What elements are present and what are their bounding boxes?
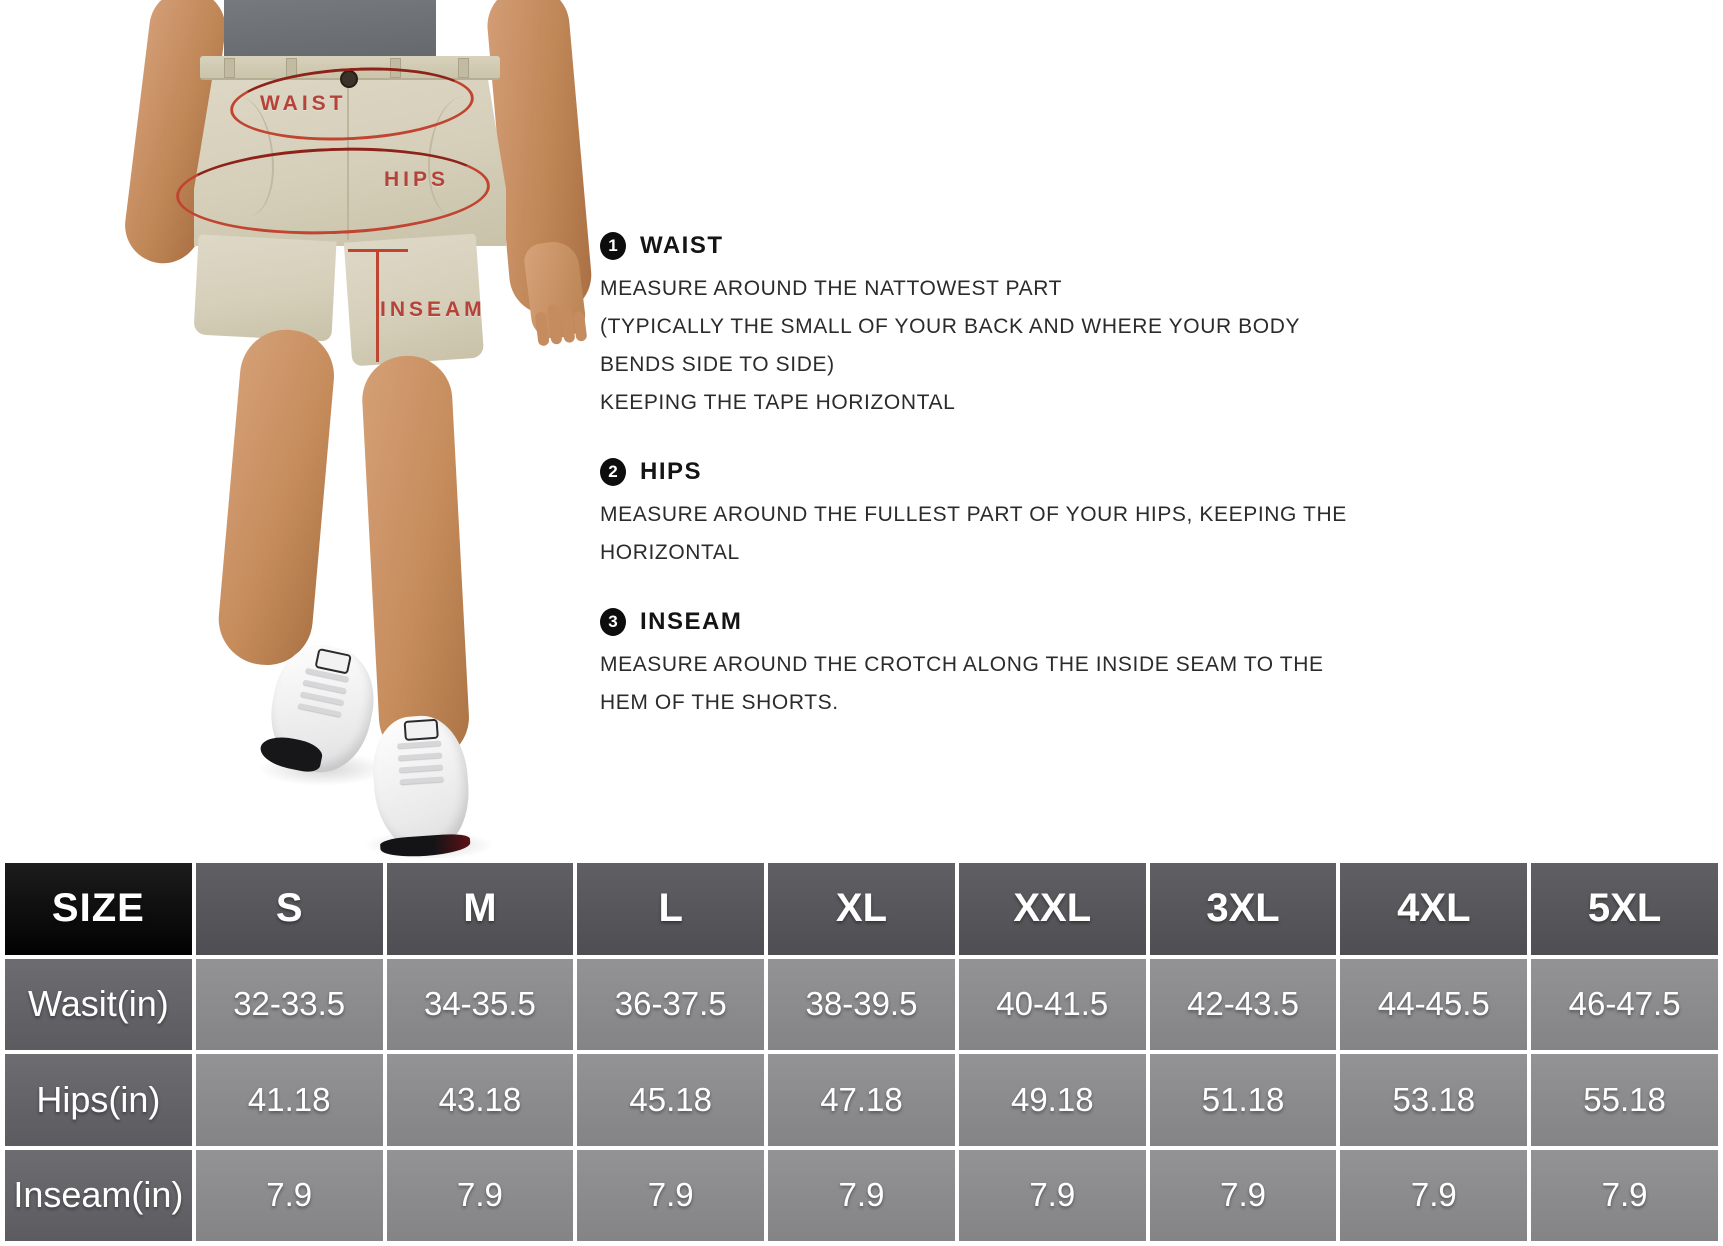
size-col-header-s: S	[196, 863, 383, 955]
inseam-value: 7.9	[959, 1150, 1146, 1242]
step-1-badge-icon: 1	[600, 232, 626, 260]
row-label-inseam: Inseam(in)	[5, 1150, 192, 1242]
instruction-section-hips	[600, 458, 1360, 572]
instruction-line: KEEPING THE TAPE HORIZONTAL	[600, 391, 956, 414]
hips-value: 51.18	[1150, 1054, 1337, 1146]
model-figure	[128, 0, 608, 858]
inseam-annotation-label: INSEAM	[380, 298, 486, 321]
hips-value: 49.18	[959, 1054, 1146, 1146]
section-body	[600, 496, 1360, 572]
section-body	[600, 646, 1360, 722]
instruction-line: MEASURE AROUND THE CROTCH ALONG THE INSIDE SEAM TO THE	[600, 653, 1324, 676]
row-label-waist: Wasit(in)	[5, 959, 192, 1051]
waist-value: 34-35.5	[387, 959, 574, 1051]
sneaker-lace	[400, 776, 444, 784]
waist-value: 42-43.5	[1150, 959, 1337, 1051]
section-title: WAIST	[640, 232, 724, 259]
section-title: INSEAM	[640, 608, 743, 635]
size-col-header-xl: XL	[768, 863, 955, 955]
waist-value: 40-41.5	[959, 959, 1146, 1051]
hips-value: 45.18	[577, 1054, 764, 1146]
instruction-line: (TYPICALLY THE SMALL OF YOUR BACK AND WHERE YOUR BODY	[600, 315, 1301, 338]
section-heading	[600, 232, 1360, 260]
inseam-value: 7.9	[1340, 1150, 1527, 1242]
instruction-section-inseam	[600, 608, 1360, 722]
inseam-value: 7.9	[196, 1150, 383, 1242]
sneaker-lace	[399, 764, 443, 772]
inseam-value: 7.9	[768, 1150, 955, 1242]
size-col-header-4xl: 4XL	[1340, 863, 1527, 955]
measuring-instructions	[600, 232, 1360, 758]
step-3-badge-icon: 3	[600, 608, 626, 636]
sneaker-lace	[300, 691, 344, 705]
size-col-header-l: L	[577, 863, 764, 955]
section-body	[600, 270, 1360, 422]
size-col-header-m: M	[387, 863, 574, 955]
hips-value: 43.18	[387, 1054, 574, 1146]
inseam-value: 7.9	[577, 1150, 764, 1242]
size-table-corner-header: SIZE	[5, 863, 192, 955]
hips-value: 53.18	[1340, 1054, 1527, 1146]
belt-loop	[458, 58, 469, 78]
sneaker-lace	[298, 703, 342, 717]
finger	[573, 311, 588, 342]
inseam-measure-line	[376, 252, 379, 362]
model-left-leg	[215, 326, 338, 669]
inseam-value: 7.9	[1150, 1150, 1337, 1242]
belt-loop	[224, 58, 235, 78]
waist-value: 32-33.5	[196, 959, 383, 1051]
instruction-line: HEM OF THE SHORTS.	[600, 691, 839, 714]
hips-value: 55.18	[1531, 1054, 1718, 1146]
size-col-header-3xl: 3XL	[1150, 863, 1337, 955]
waist-value: 38-39.5	[768, 959, 955, 1051]
sneaker-lace	[303, 680, 347, 694]
instruction-line: MEASURE AROUND THE FULLEST PART OF YOUR HIPS, KEEPING THE	[600, 503, 1347, 526]
instruction-line: MEASURE AROUND THE NATTOWEST PART	[600, 277, 1063, 300]
sneaker-lace	[397, 740, 441, 748]
section-heading	[600, 458, 1360, 486]
inseam-value: 7.9	[1531, 1150, 1718, 1242]
row-label-hips: Hips(in)	[5, 1054, 192, 1146]
sneaker-tongue	[404, 719, 439, 741]
waist-annotation-label: WAIST	[260, 92, 347, 115]
waist-value: 46-47.5	[1531, 959, 1718, 1051]
hips-annotation-label: HIPS	[384, 168, 450, 191]
section-title: HIPS	[640, 458, 703, 485]
waist-value: 36-37.5	[577, 959, 764, 1051]
finger	[560, 304, 576, 343]
size-table	[0, 858, 1723, 1246]
model-right-leg	[360, 354, 471, 764]
instruction-line: HORIZONTAL	[600, 541, 740, 564]
hips-value: 47.18	[768, 1054, 955, 1146]
size-col-header-5xl: 5XL	[1531, 863, 1718, 955]
step-2-badge-icon: 2	[600, 458, 626, 486]
section-heading	[600, 608, 1360, 636]
instruction-line: BENDS SIDE TO SIDE)	[600, 353, 835, 376]
sneaker-lace	[398, 752, 442, 760]
waist-value: 44-45.5	[1340, 959, 1527, 1051]
hips-value: 41.18	[196, 1054, 383, 1146]
size-col-header-xxl: XXL	[959, 863, 1146, 955]
shorts-left-leg	[193, 234, 336, 341]
inseam-value: 7.9	[387, 1150, 574, 1242]
instruction-section-waist	[600, 232, 1360, 422]
